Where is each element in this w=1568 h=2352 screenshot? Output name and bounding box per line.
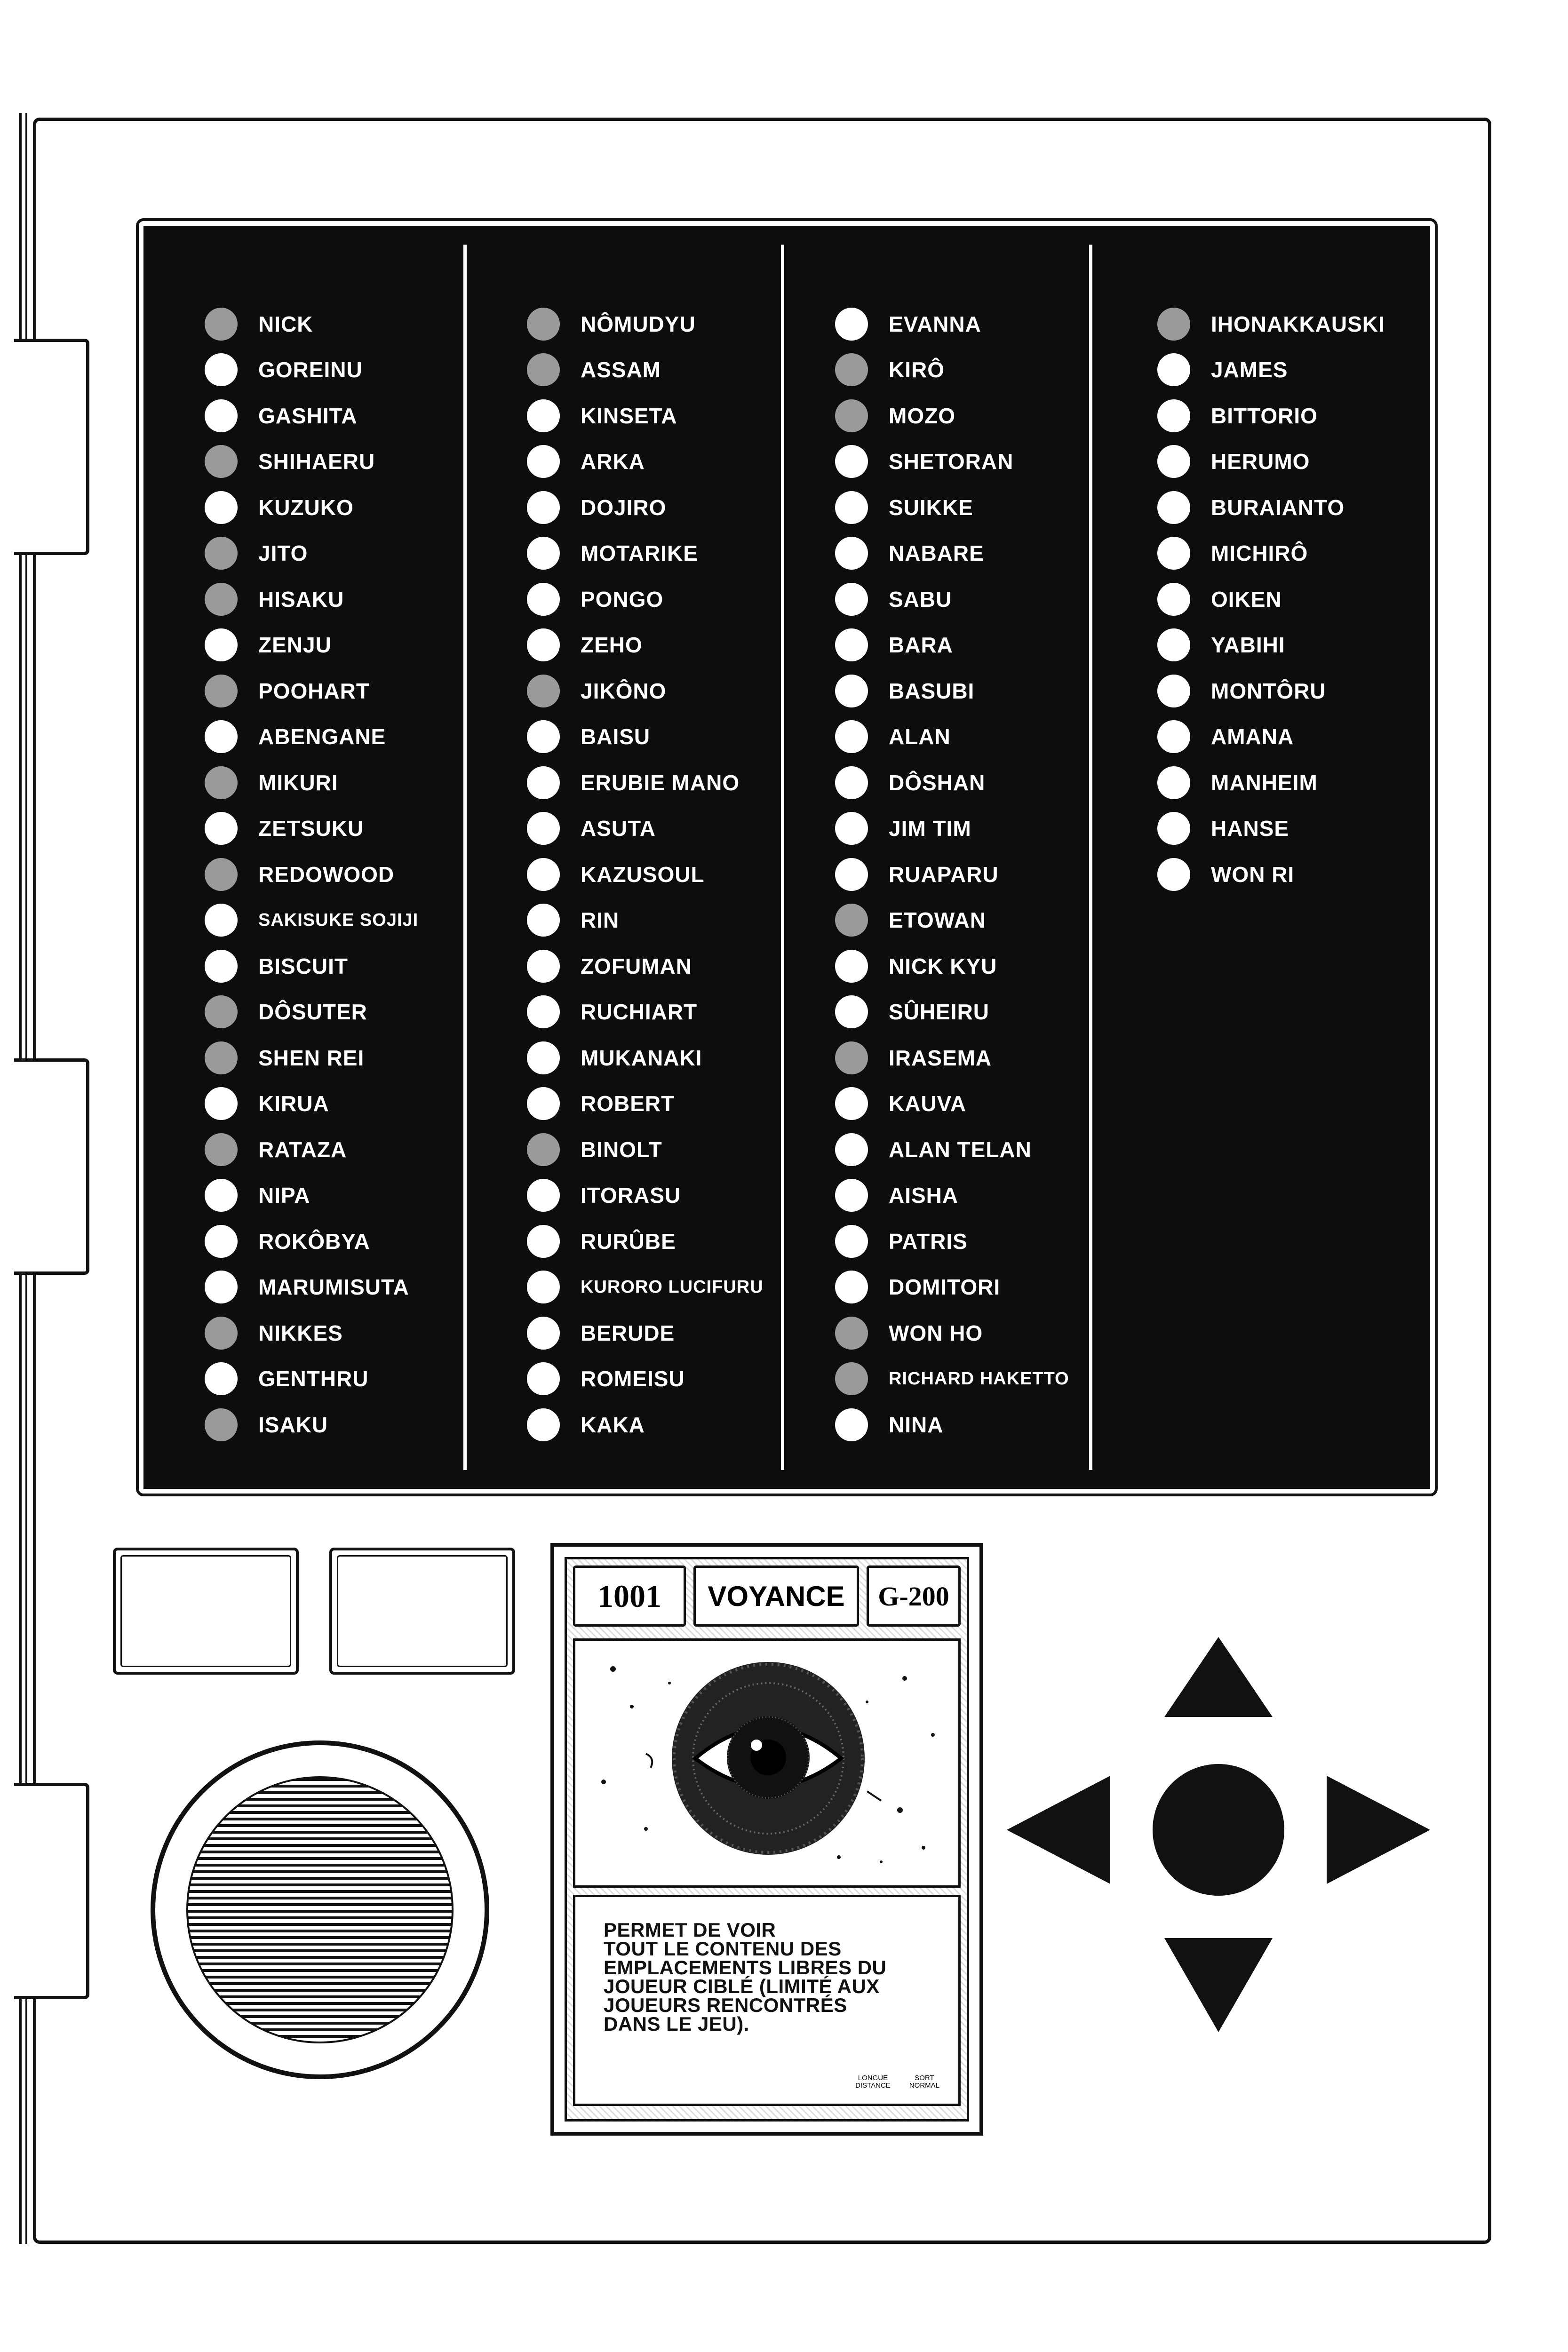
card-slot-right[interactable]	[329, 1548, 515, 1675]
status-light-on-icon	[1157, 720, 1190, 753]
player-name: EVANNA	[889, 311, 981, 336]
player-row[interactable]	[835, 301, 1069, 347]
triangle-left-icon[interactable]	[1007, 1776, 1110, 1884]
player-row[interactable]	[527, 1081, 764, 1127]
status-light-on-icon	[1157, 858, 1190, 891]
status-light-on-icon	[527, 766, 560, 799]
status-light-on-icon	[835, 720, 868, 753]
player-row[interactable]	[527, 531, 764, 577]
player-name: GENTHRU	[258, 1367, 369, 1391]
player-name: JAMES	[1211, 358, 1288, 382]
status-light-off-icon	[835, 904, 868, 937]
player-row[interactable]	[835, 485, 1069, 531]
player-row[interactable]	[205, 1218, 418, 1264]
status-light-on-icon	[527, 1271, 560, 1303]
player-name: REDOWOOD	[258, 862, 395, 887]
status-light-off-icon	[205, 675, 238, 707]
player-row[interactable]	[835, 806, 1069, 852]
status-light-on-icon	[1157, 675, 1190, 707]
player-name: RATAZA	[258, 1137, 347, 1162]
status-light-on-icon	[205, 1087, 238, 1120]
eye-icon	[575, 1641, 961, 1881]
status-light-on-icon	[1157, 445, 1190, 478]
player-row[interactable]	[527, 1218, 764, 1264]
player-row[interactable]	[835, 393, 1069, 439]
player-row[interactable]	[1157, 531, 1385, 577]
player-row[interactable]	[835, 668, 1069, 714]
card-description: PERMET DE VOIR TOUT LE CONTENU DES EMPLACEMENTS LIBRES DU JOUEUR CIBLÉ (LIMITÉ AUX JOUEURS RENCONTRÉS DANS LE JEU).	[604, 1919, 887, 2035]
player-name: MUKANAKI	[581, 1045, 702, 1070]
player-row[interactable]	[835, 622, 1069, 668]
player-name: SHIHAERU	[258, 449, 375, 474]
player-name: BISCUIT	[258, 954, 348, 978]
status-light-off-icon	[205, 445, 238, 478]
player-row[interactable]	[205, 622, 418, 668]
status-light-on-icon	[527, 1041, 560, 1074]
player-row[interactable]	[1157, 393, 1385, 439]
status-light-on-icon	[835, 858, 868, 891]
status-light-on-icon	[835, 628, 868, 661]
card-slot-left[interactable]	[113, 1548, 299, 1675]
card-illustration	[573, 1638, 961, 1888]
player-name: SAKISUKE SOJIJI	[258, 910, 419, 930]
player-name: SHEN REI	[258, 1045, 365, 1070]
status-light-on-icon	[527, 583, 560, 616]
card-number: 1001	[573, 1565, 686, 1627]
player-name: MIKURI	[258, 770, 338, 795]
player-row[interactable]	[205, 1035, 418, 1081]
player-name: GASHITA	[258, 403, 358, 428]
card-tag-type: SORT NORMAL	[909, 2074, 939, 2090]
status-light-off-icon	[205, 995, 238, 1028]
status-light-off-icon	[835, 399, 868, 432]
hinge-middle	[14, 1058, 89, 1275]
player-name: SABU	[889, 587, 952, 612]
player-name: ROMEISU	[581, 1367, 685, 1391]
player-row[interactable]	[205, 714, 418, 760]
player-row[interactable]	[835, 760, 1069, 806]
player-row[interactable]	[835, 1310, 1069, 1356]
directional-pad	[1002, 1618, 1435, 2056]
hinge-top	[14, 339, 89, 555]
player-row[interactable]	[527, 622, 764, 668]
player-name: NICK	[258, 311, 313, 336]
player-name: DOJIRO	[581, 495, 667, 520]
player-column-3	[835, 301, 1069, 1448]
player-name: ETOWAN	[889, 908, 987, 933]
status-light-off-icon	[205, 537, 238, 570]
player-name: YABIHI	[1211, 633, 1285, 658]
player-name: BAISU	[581, 724, 651, 749]
player-name: KAKA	[581, 1412, 645, 1437]
player-name: ITORASU	[581, 1183, 681, 1208]
player-name: PONGO	[581, 587, 664, 612]
player-name: NÔMUDYU	[581, 311, 696, 336]
player-row[interactable]	[205, 1356, 418, 1402]
player-row[interactable]	[1157, 622, 1385, 668]
status-light-on-icon	[527, 720, 560, 753]
status-light-on-icon	[205, 950, 238, 983]
player-row[interactable]	[205, 531, 418, 577]
status-light-on-icon	[527, 995, 560, 1028]
player-name: NIKKES	[258, 1320, 343, 1345]
player-column-2	[527, 301, 764, 1448]
status-light-on-icon	[527, 491, 560, 524]
player-row[interactable]	[527, 1035, 764, 1081]
player-name: ROKÔBYA	[258, 1229, 370, 1254]
card-description-box	[573, 1895, 961, 2106]
status-light-on-icon	[835, 491, 868, 524]
status-light-off-icon	[205, 583, 238, 616]
player-name: NIPA	[258, 1183, 310, 1208]
player-name: MICHIRÔ	[1211, 541, 1308, 566]
speaker	[151, 1740, 489, 2079]
card-header	[573, 1565, 961, 1627]
status-light-off-icon	[527, 353, 560, 386]
column-divider	[463, 245, 467, 1470]
status-light-on-icon	[527, 1362, 560, 1395]
status-light-off-icon	[835, 1041, 868, 1074]
player-row[interactable]	[835, 898, 1069, 944]
player-row[interactable]	[835, 1035, 1069, 1081]
status-light-on-icon	[835, 950, 868, 983]
status-light-on-icon	[205, 1225, 238, 1258]
player-name: WON RI	[1211, 862, 1295, 887]
player-row[interactable]	[1157, 668, 1385, 714]
player-row[interactable]	[205, 668, 418, 714]
status-light-on-icon	[205, 353, 238, 386]
status-light-on-icon	[835, 995, 868, 1028]
player-list-board	[139, 221, 1435, 1494]
status-light-on-icon	[527, 1225, 560, 1258]
center-button-icon[interactable]	[1153, 1764, 1284, 1896]
player-name: ASSAM	[581, 358, 661, 382]
status-light-off-icon	[205, 1317, 238, 1350]
player-row[interactable]	[205, 851, 418, 898]
player-name: DÔSUTER	[258, 1000, 367, 1025]
player-name: IHONAKKAUSKI	[1211, 311, 1385, 336]
player-row[interactable]	[527, 714, 764, 760]
status-light-off-icon	[527, 1133, 560, 1166]
player-row[interactable]	[205, 1264, 418, 1311]
status-light-off-icon	[835, 1317, 868, 1350]
player-name: NICK KYU	[889, 954, 997, 978]
status-light-on-icon	[1157, 353, 1190, 386]
player-row[interactable]	[205, 1081, 418, 1127]
status-light-on-icon	[1157, 491, 1190, 524]
player-row[interactable]	[835, 943, 1069, 989]
player-row[interactable]	[527, 1402, 764, 1448]
player-row[interactable]	[527, 1173, 764, 1219]
status-light-on-icon	[527, 399, 560, 432]
player-name: JIKÔNO	[581, 678, 667, 703]
player-name: MOZO	[889, 403, 955, 428]
status-light-on-icon	[1157, 399, 1190, 432]
spell-card[interactable]	[550, 1543, 983, 2136]
player-row[interactable]	[527, 851, 764, 898]
player-name: HANSE	[1211, 816, 1289, 841]
player-name: PATRIS	[889, 1229, 968, 1254]
player-row[interactable]	[835, 1173, 1069, 1219]
player-row[interactable]	[527, 1356, 764, 1402]
player-name: KAZUSOUL	[581, 862, 705, 887]
hinge-bottom	[14, 1783, 89, 1999]
player-name: SUIKKE	[889, 495, 973, 520]
status-light-on-icon	[835, 766, 868, 799]
player-name: ZOFUMAN	[581, 954, 692, 978]
triangle-right-icon[interactable]	[1327, 1776, 1430, 1884]
status-light-on-icon	[205, 812, 238, 845]
status-light-on-icon	[835, 1408, 868, 1441]
status-light-on-icon	[835, 1087, 868, 1120]
player-column-1	[205, 301, 418, 1448]
status-light-on-icon	[527, 904, 560, 937]
status-light-on-icon	[527, 537, 560, 570]
status-light-off-icon	[205, 766, 238, 799]
status-light-on-icon	[527, 858, 560, 891]
player-name: ALAN TELAN	[889, 1137, 1032, 1162]
player-row[interactable]	[205, 898, 418, 944]
player-row[interactable]	[1157, 576, 1385, 622]
status-light-on-icon	[835, 537, 868, 570]
player-row[interactable]	[835, 1264, 1069, 1311]
player-name: KURORO LUCIFURU	[581, 1277, 764, 1297]
player-name: ZENJU	[258, 633, 332, 658]
status-light-on-icon	[527, 445, 560, 478]
status-light-on-icon	[527, 1179, 560, 1212]
player-name: AMANA	[1211, 724, 1294, 749]
status-light-off-icon	[205, 1133, 238, 1166]
player-name: RICHARD HAKETTO	[889, 1368, 1069, 1389]
player-row[interactable]	[205, 1127, 418, 1173]
status-light-on-icon	[527, 812, 560, 845]
status-light-on-icon	[835, 1179, 868, 1212]
status-light-on-icon	[205, 1271, 238, 1303]
player-row[interactable]	[1157, 347, 1385, 393]
player-row[interactable]	[527, 301, 764, 347]
status-light-off-icon	[835, 353, 868, 386]
player-row[interactable]	[527, 760, 764, 806]
player-row[interactable]	[527, 439, 764, 485]
player-name: KINSETA	[581, 403, 677, 428]
player-row[interactable]	[835, 1081, 1069, 1127]
player-row[interactable]	[205, 347, 418, 393]
player-name: ZETSUKU	[258, 816, 364, 841]
player-row[interactable]	[527, 943, 764, 989]
player-name: GOREINU	[258, 358, 363, 382]
player-name: BINOLT	[581, 1137, 662, 1162]
status-light-on-icon	[835, 308, 868, 341]
player-row[interactable]	[835, 347, 1069, 393]
player-name: HERUMO	[1211, 449, 1310, 474]
player-row[interactable]	[205, 576, 418, 622]
status-light-on-icon	[835, 1225, 868, 1258]
status-light-off-icon	[527, 675, 560, 707]
player-row[interactable]	[835, 439, 1069, 485]
player-name: POOHART	[258, 678, 370, 703]
status-light-on-icon	[1157, 628, 1190, 661]
player-name: IRASEMA	[889, 1045, 992, 1070]
status-light-on-icon	[835, 445, 868, 478]
status-light-off-icon	[1157, 308, 1190, 341]
player-row[interactable]	[205, 439, 418, 485]
status-light-on-icon	[835, 812, 868, 845]
status-light-on-icon	[1157, 583, 1190, 616]
player-row[interactable]	[835, 1402, 1069, 1448]
player-row[interactable]	[527, 1310, 764, 1356]
player-row[interactable]	[205, 1310, 418, 1356]
column-divider	[781, 245, 784, 1470]
player-name: WON HO	[889, 1320, 983, 1345]
player-row[interactable]	[527, 1264, 764, 1311]
player-name: HISAKU	[258, 587, 344, 612]
player-name: MONTÔRU	[1211, 678, 1326, 703]
player-name: BASUBI	[889, 678, 975, 703]
status-light-off-icon	[205, 1408, 238, 1441]
player-name: DOMITORI	[889, 1275, 1001, 1300]
status-light-on-icon	[205, 720, 238, 753]
player-name: KIRUA	[258, 1091, 329, 1116]
card-title: VOYANCE	[693, 1565, 859, 1627]
status-light-on-icon	[205, 1179, 238, 1212]
player-name: OIKEN	[1211, 587, 1282, 612]
status-light-on-icon	[527, 1087, 560, 1120]
player-row[interactable]	[1157, 301, 1385, 347]
player-row[interactable]	[527, 898, 764, 944]
player-name: DÔSHAN	[889, 770, 986, 795]
player-row[interactable]	[835, 531, 1069, 577]
player-name: KIRÔ	[889, 358, 945, 382]
player-row[interactable]	[527, 485, 764, 531]
player-row[interactable]	[205, 943, 418, 989]
player-name: AISHA	[889, 1183, 959, 1208]
player-column-4	[1157, 301, 1385, 898]
player-name: RUCHIART	[581, 1000, 698, 1025]
card-tags	[855, 2074, 939, 2090]
status-light-off-icon	[205, 1041, 238, 1074]
player-name: JIM TIM	[889, 816, 971, 841]
triangle-down-icon[interactable]	[1164, 1938, 1273, 2032]
player-row[interactable]	[527, 989, 764, 1035]
player-row[interactable]	[1157, 760, 1385, 806]
player-name: ASUTA	[581, 816, 656, 841]
player-row[interactable]	[1157, 439, 1385, 485]
player-name: MOTARIKE	[581, 541, 698, 566]
speaker-grill	[186, 1776, 454, 2043]
player-row[interactable]	[205, 485, 418, 531]
player-name: RUAPARU	[889, 862, 999, 887]
player-row[interactable]	[835, 576, 1069, 622]
player-name: RURÛBE	[581, 1229, 676, 1254]
status-light-off-icon	[205, 308, 238, 341]
status-light-on-icon	[835, 1133, 868, 1166]
player-name: KUZUKO	[258, 495, 354, 520]
status-light-on-icon	[205, 399, 238, 432]
status-light-on-icon	[205, 1362, 238, 1395]
player-name: ERUBIE MANO	[581, 770, 740, 795]
player-name: SHETORAN	[889, 449, 1014, 474]
player-row[interactable]	[205, 1173, 418, 1219]
column-divider	[1089, 245, 1092, 1470]
player-name: KAUVA	[889, 1091, 967, 1116]
player-name: NINA	[889, 1412, 944, 1437]
player-row[interactable]	[835, 714, 1069, 760]
player-row[interactable]	[1157, 851, 1385, 898]
status-light-on-icon	[205, 904, 238, 937]
status-light-on-icon	[527, 628, 560, 661]
status-light-on-icon	[527, 950, 560, 983]
player-row[interactable]	[835, 1127, 1069, 1173]
status-light-off-icon	[527, 308, 560, 341]
player-row[interactable]	[205, 806, 418, 852]
player-name: BITTORIO	[1211, 403, 1318, 428]
player-name: ALAN	[889, 724, 951, 749]
status-light-on-icon	[1157, 766, 1190, 799]
card-tag-range: LONGUE DISTANCE	[855, 2074, 891, 2090]
player-row[interactable]	[205, 301, 418, 347]
player-name: ARKA	[581, 449, 645, 474]
player-name: ABENGANE	[258, 724, 386, 749]
player-row[interactable]	[835, 1218, 1069, 1264]
status-light-on-icon	[1157, 812, 1190, 845]
player-name: NABARE	[889, 541, 984, 566]
player-row[interactable]	[205, 989, 418, 1035]
status-light-off-icon	[205, 858, 238, 891]
player-name: RIN	[581, 908, 620, 933]
status-light-on-icon	[527, 1317, 560, 1350]
player-row[interactable]	[1157, 714, 1385, 760]
status-light-on-icon	[835, 583, 868, 616]
status-light-on-icon	[527, 1408, 560, 1441]
player-row[interactable]	[205, 393, 418, 439]
player-name: BARA	[889, 633, 953, 658]
player-name: SÛHEIRU	[889, 1000, 990, 1025]
status-light-off-icon	[835, 1362, 868, 1395]
player-row[interactable]	[1157, 806, 1385, 852]
player-row[interactable]	[527, 668, 764, 714]
player-name: ZEHO	[581, 633, 643, 658]
player-row[interactable]	[527, 347, 764, 393]
player-row[interactable]	[205, 1402, 418, 1448]
status-light-on-icon	[1157, 537, 1190, 570]
player-name: ROBERT	[581, 1091, 675, 1116]
player-name: BURAIANTO	[1211, 495, 1345, 520]
player-row[interactable]	[527, 806, 764, 852]
player-name: ISAKU	[258, 1412, 328, 1437]
card-rank: G-200	[867, 1565, 961, 1627]
status-light-on-icon	[835, 1271, 868, 1303]
player-row[interactable]	[527, 393, 764, 439]
player-name: MANHEIM	[1211, 770, 1318, 795]
status-light-on-icon	[205, 628, 238, 661]
triangle-up-icon[interactable]	[1164, 1637, 1273, 1717]
player-row[interactable]	[835, 989, 1069, 1035]
player-row[interactable]	[527, 576, 764, 622]
player-row[interactable]	[835, 1356, 1069, 1402]
player-row[interactable]	[527, 1127, 764, 1173]
player-name: MARUMISUTA	[258, 1275, 409, 1300]
status-light-on-icon	[835, 675, 868, 707]
player-name: JITO	[258, 541, 308, 566]
player-row[interactable]	[835, 851, 1069, 898]
status-light-on-icon	[205, 491, 238, 524]
player-row[interactable]	[205, 760, 418, 806]
player-name: BERUDE	[581, 1320, 675, 1345]
player-row[interactable]	[1157, 485, 1385, 531]
